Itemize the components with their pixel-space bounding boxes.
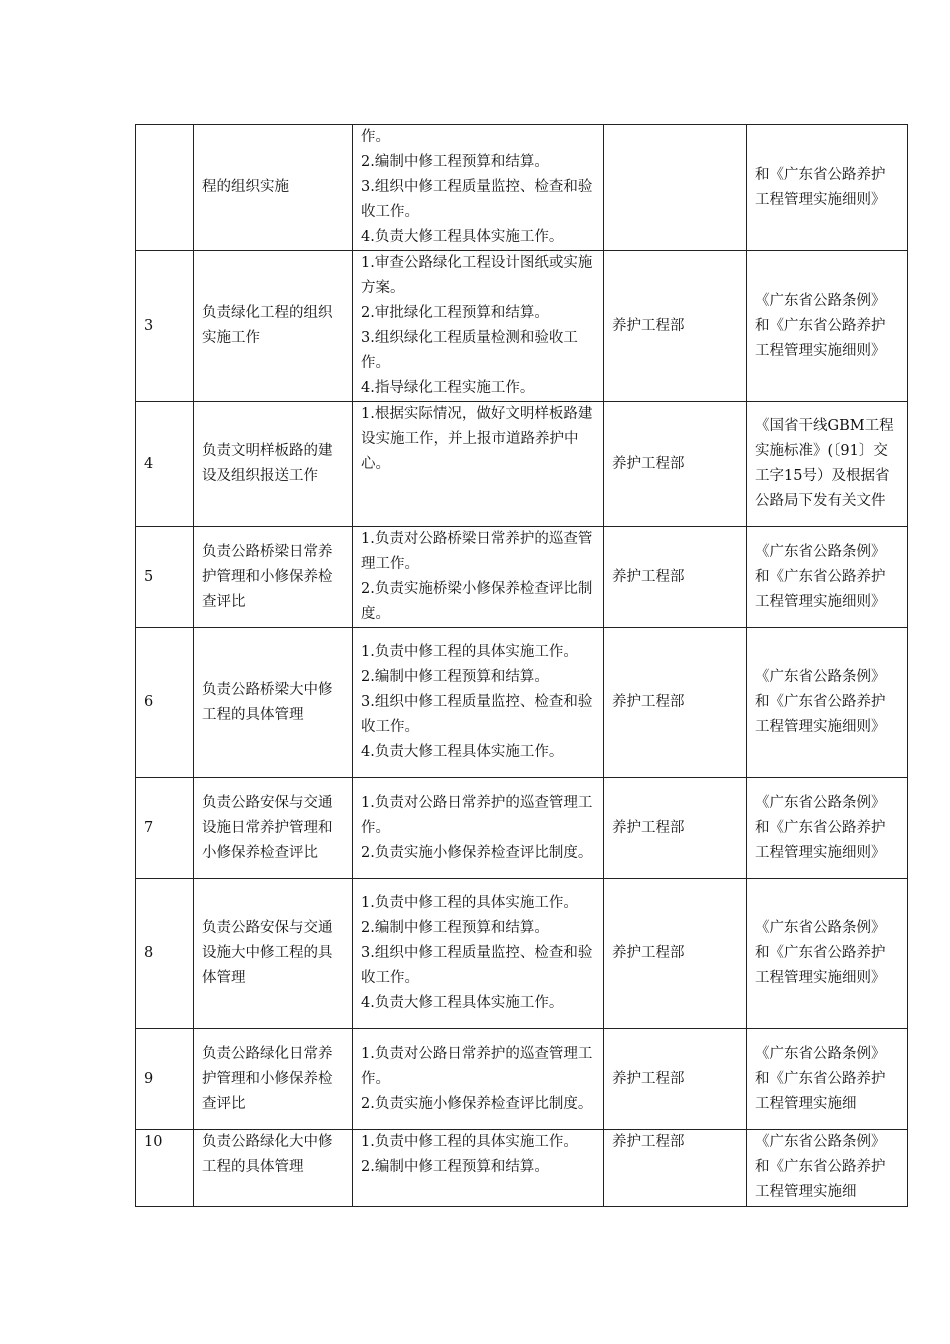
department: 养护工程部 <box>604 778 747 879</box>
legal-basis: 《广东省公路条例》和《广东省公路养护工程管理实施细 <box>747 1029 908 1130</box>
duty-line: 1.负责中修工程的具体实施工作。 <box>361 1134 578 1150</box>
duty-line: 2.编制中修工程预算和结算。 <box>361 1159 549 1175</box>
duty-line: 作。 <box>361 129 390 145</box>
row-number: 3 <box>136 251 194 402</box>
legal-basis: 《广东省公路条例》和《广东省公路养护工程管理实施细 <box>747 1130 908 1207</box>
row-number: 9 <box>136 1029 194 1130</box>
table-row <box>136 1029 908 1130</box>
legal-basis: 《广东省公路条例》和《广东省公路养护工程管理实施细则》 <box>747 628 908 778</box>
duty-line: 4.负责大修工程具体实施工作。 <box>361 995 564 1011</box>
duty-line: 3.组织中修工程质量监控、检查和验收工作。 <box>361 179 593 220</box>
duty-details <box>353 251 604 402</box>
duty-line: 3.组织绿化工程质量检测和验收工作。 <box>361 330 578 371</box>
duty-item: 负责公路绿化大中修工程的具体管理 <box>194 1130 353 1207</box>
table-row <box>136 879 908 1029</box>
duty-item: 负责公路绿化日常养护管理和小修保养检查评比 <box>194 1029 353 1130</box>
duty-line: 4.指导绿化工程实施工作。 <box>361 380 535 396</box>
duty-details <box>353 879 604 1029</box>
row-number: 10 <box>136 1130 194 1207</box>
legal-basis: 《广东省公路条例》和《广东省公路养护工程管理实施细则》 <box>747 879 908 1029</box>
duty-item: 程的组织实施 <box>194 125 353 251</box>
duty-item: 负责绿化工程的组织实施工作 <box>194 251 353 402</box>
row-number: 6 <box>136 628 194 778</box>
duty-line: 2.编制中修工程预算和结算。 <box>361 920 549 936</box>
duty-details <box>353 125 604 251</box>
duty-item: 负责文明样板路的建设及组织报送工作 <box>194 402 353 527</box>
duty-item: 负责公路桥梁日常养护管理和小修保养检查评比 <box>194 527 353 628</box>
legal-basis: 《国省干线GBM工程实施标准》(〔91〕交工字15号）及根据省公路局下发有关文件 <box>747 402 908 527</box>
row-number <box>136 125 194 251</box>
duty-line: 3.组织中修工程质量监控、检查和验收工作。 <box>361 945 593 986</box>
duty-line: 2.负责实施小修保养检查评比制度。 <box>361 844 593 861</box>
duty-line: 2.编制中修工程预算和结算。 <box>361 669 549 685</box>
table-row <box>136 251 908 402</box>
department: 养护工程部 <box>604 251 747 402</box>
row-number: 4 <box>136 402 194 527</box>
department <box>604 125 747 251</box>
duty-line: 2.编制中修工程预算和结算。 <box>361 154 549 170</box>
duty-details <box>353 527 604 628</box>
department: 养护工程部 <box>604 402 747 527</box>
legal-basis: 《广东省公路条例》和《广东省公路养护工程管理实施细则》 <box>747 778 908 879</box>
duty-line: 1.负责对公路日常养护的巡查管理工作。 <box>361 1045 593 1087</box>
duty-details <box>353 778 604 879</box>
department: 养护工程部 <box>604 1029 747 1130</box>
duty-line: 1.审查公路绿化工程设计图纸或实施方案。 <box>361 255 593 296</box>
duty-line: 4.负责大修工程具体实施工作。 <box>361 229 564 245</box>
duty-line: 2.负责实施小修保养检查评比制度。 <box>361 1095 593 1112</box>
duty-line: 2.审批绿化工程预算和结算。 <box>361 305 549 321</box>
duty-line: 4.负责大修工程具体实施工作。 <box>361 744 564 760</box>
table-row <box>136 125 908 251</box>
legal-basis: 和《广东省公路养护工程管理实施细则》 <box>747 125 908 251</box>
table-row <box>136 778 908 879</box>
duty-details <box>353 628 604 778</box>
table-row <box>136 1130 908 1207</box>
row-number: 8 <box>136 879 194 1029</box>
legal-basis: 《广东省公路条例》和《广东省公路养护工程管理实施细则》 <box>747 527 908 628</box>
duty-line: 1.根据实际情况，做好文明样板路建设实施工作，并上报市道路养护中心。 <box>361 406 593 472</box>
department: 养护工程部 <box>604 879 747 1029</box>
table-row <box>136 402 908 527</box>
duty-line: 2.负责实施桥梁小修保养检查评比制度。 <box>361 581 593 622</box>
duty-details <box>353 1029 604 1130</box>
duty-item: 负责公路桥梁大中修工程的具体管理 <box>194 628 353 778</box>
legal-basis: 《广东省公路条例》和《广东省公路养护工程管理实施细则》 <box>747 251 908 402</box>
duty-line: 1.负责中修工程的具体实施工作。 <box>361 644 578 660</box>
duty-line: 3.组织中修工程质量监控、检查和验收工作。 <box>361 694 593 735</box>
duty-line: 1.负责对公路桥梁日常养护的巡查管理工作。 <box>361 531 593 572</box>
duty-table-body <box>136 125 908 1207</box>
duty-table <box>135 124 908 1207</box>
department: 养护工程部 <box>604 527 747 628</box>
duty-item: 负责公路安保与交通设施日常养护管理和小修保养检查评比 <box>194 778 353 879</box>
duty-line: 1.负责中修工程的具体实施工作。 <box>361 895 578 911</box>
department: 养护工程部 <box>604 1130 747 1207</box>
duty-details <box>353 402 604 527</box>
duty-line: 1.负责对公路日常养护的巡查管理工作。 <box>361 794 593 836</box>
department: 养护工程部 <box>604 628 747 778</box>
table-row <box>136 628 908 778</box>
duty-item: 负责公路安保与交通设施大中修工程的具体管理 <box>194 879 353 1029</box>
table-row <box>136 527 908 628</box>
row-number: 5 <box>136 527 194 628</box>
duty-details <box>353 1130 604 1207</box>
row-number: 7 <box>136 778 194 879</box>
